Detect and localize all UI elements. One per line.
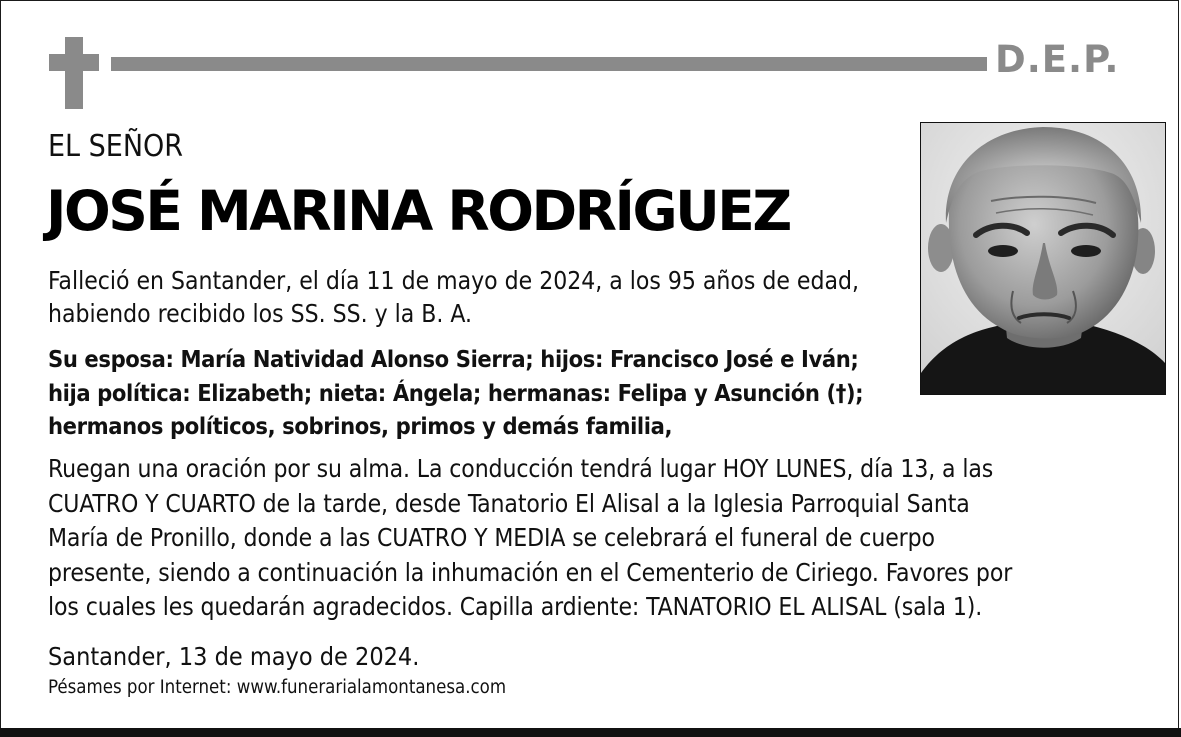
- family-line: Su esposa: María Natividad Alonso Sierra; hijos: Francisco José e Iván;: [48, 345, 859, 373]
- funeral-line: María de Pronillo, donde a las CUATRO Y MEDIA se celebrará el funeral de cuerpo: [48, 523, 935, 552]
- portrait-image: [921, 123, 1165, 394]
- condolences-website: Pésames por Internet: www.funerarialamontanesa.com: [48, 677, 507, 698]
- family-list: [48, 343, 948, 444]
- funeral-line: Ruegan una oración por su alma. La conducción tendrá lugar HOY LUNES, día 13, a las: [48, 454, 994, 483]
- portrait-photo: [920, 122, 1166, 395]
- funeral-line: presente, siendo a continuación la inhumación en el Cementerio de Ciriego. Favores por: [48, 557, 1013, 587]
- header-rule: [111, 57, 987, 71]
- funeral-details: [48, 452, 1148, 625]
- funeral-line: CUATRO Y CUARTO de la tarde, desde Tanatorio El Alisal a la Iglesia Parroquial Santa: [48, 488, 970, 518]
- family-line: hermanos políticos, sobrinos, primos y demás familia,: [48, 412, 673, 440]
- cross-icon: [49, 37, 99, 109]
- honorific: EL SEÑOR: [48, 129, 184, 164]
- family-line: hija política: Elizabeth; nieta: Ángela; hermanas: Felipa y Asunción (†);: [48, 378, 864, 407]
- funeral-line: los cuales les quedarán agradecidos. Capilla ardiente: TANATORIO EL ALISAL (sala 1).: [48, 592, 983, 621]
- dep-label: D.E.P.: [995, 38, 1120, 81]
- deceased-name: JOSÉ MARINA RODRÍGUEZ: [46, 179, 790, 243]
- death-announcement: Falleció en Santander, el día 11 de mayo de 2024, a los 95 años de edad, habiendo recibido los SS. SS. y la B. A.: [48, 266, 859, 328]
- place-date: Santander, 13 de mayo de 2024.: [48, 642, 420, 671]
- bottom-rule: [0, 728, 1181, 737]
